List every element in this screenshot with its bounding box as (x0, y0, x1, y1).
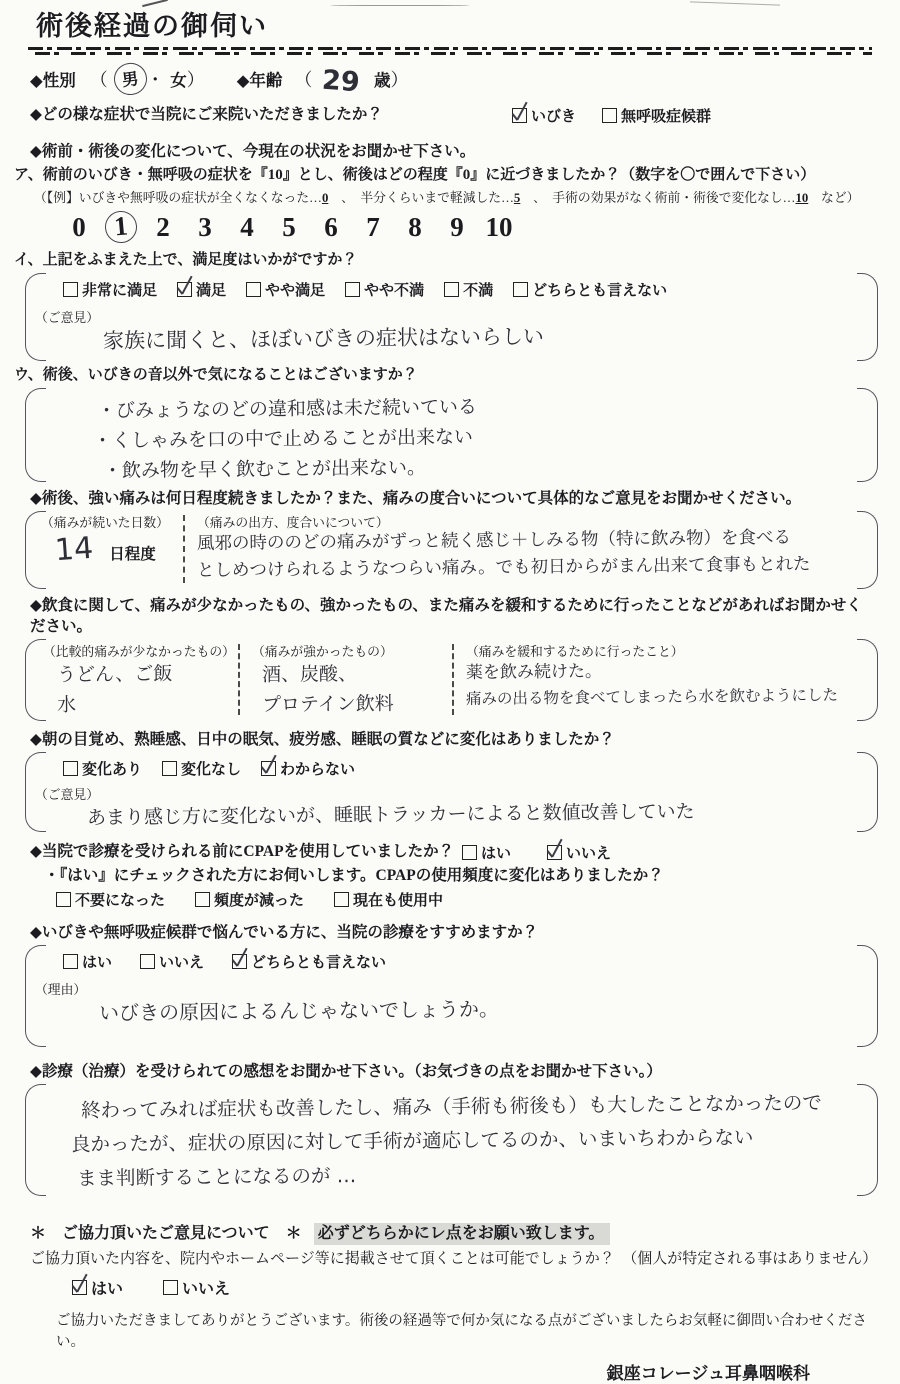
impression-line: まま判断することになるのが … (76, 1164, 357, 1190)
opinion-label: （ご意見） (35, 788, 99, 802)
no-longer-needed-label: 不要になった (75, 893, 166, 909)
checkbox-publish-yes[interactable] (72, 1276, 123, 1299)
recommend-no-box[interactable] (140, 954, 155, 969)
change-heading: ◆術前・術後の変化について、今現在の状況をお聞かせ下さい。 (30, 143, 476, 160)
recommend-neither-box[interactable] (232, 954, 247, 969)
somewhat-satisfied-label: やや満足 (265, 283, 326, 299)
concerns-answer-box (25, 388, 878, 482)
food-column-relief (452, 644, 844, 715)
impression-line: 良かったが、症状の原因に対して手術が適応してるのか、いまいちわからない (70, 1125, 754, 1156)
profile-row (30, 63, 874, 99)
scale-example-text: など） (808, 191, 860, 205)
impression-line: 終わってみれば症状も改善したし、痛み（手術も術後も）も大したことなかったので (80, 1091, 822, 1122)
sleep-answer-box (25, 752, 878, 832)
recommend-question: ◆いびきや無呼吸症候群で悩んでいる方に、当院の診療をすすめますか？ (30, 924, 539, 941)
checkbox-unknown[interactable] (261, 758, 355, 779)
sleep-comment-handwritten: あまり感じ方に変化ないが、睡眠トラッカーによると数値改善していた (86, 800, 695, 829)
dissatisfied-box[interactable] (444, 282, 459, 297)
checkbox-somewhat-satisfied[interactable] (246, 279, 325, 300)
concern-line: ・くしゃみを口の中で止めることが出来ない (92, 426, 474, 452)
pain-days-value-handwritten: 14 (53, 530, 95, 569)
paren: ） (390, 70, 415, 90)
title-divider (28, 47, 872, 55)
apnea-checkbox-box[interactable] (602, 108, 617, 123)
scale-number[interactable]: 8 (408, 212, 422, 242)
scale-example-ten: 10 (795, 191, 809, 205)
pain-days-unit: 日程度 (109, 546, 156, 563)
pain-detail-column (183, 515, 844, 583)
somewhat-satisfied-box[interactable] (246, 282, 261, 297)
recommend-options (63, 951, 844, 972)
checkbox-snoring[interactable] (512, 105, 576, 126)
pain-detail-line: としめつけられるようなつらい痛み。でも初日からがまん出来て食事もとれた (196, 554, 811, 581)
publish-no-label: いいえ (182, 1281, 231, 1298)
no-change-label: 変化なし (181, 762, 242, 778)
recommend-yes-box[interactable] (63, 954, 78, 969)
scale-number[interactable]: 5 (282, 212, 296, 242)
food-column-more-pain (238, 644, 452, 715)
feedback-consent-heading (30, 1220, 874, 1243)
cpap-question: ◆当院で診療を受けられる前にCPAPを使用していましたか？ (30, 843, 455, 860)
publish-question: ご協力頂いた内容を、院内やホームページ等に掲載させて頂くことは可能でしょうか？ （個人が特定される事はありません） (30, 1251, 878, 1267)
scale-number[interactable]: 9 (450, 212, 464, 242)
impression-answer-box (25, 1084, 878, 1196)
publish-yes-box[interactable] (72, 1280, 87, 1295)
concern-line: ・飲み物を早く飲むことが出来ない。 (102, 456, 427, 482)
recommend-neither-label: どちらとも言えない (251, 955, 387, 971)
still-using-label: 現在も使用中 (353, 893, 444, 909)
scale-example-text: （【例】いびきや無呼吸の症状が全くなくなった… (34, 191, 322, 205)
scale-number[interactable]: 0 (72, 212, 86, 242)
feedback-required-note: 必ずどちらかにレ点をお願い致します。 (314, 1223, 611, 1245)
food-relief-line: 薬を飲み続けた。 (465, 661, 603, 683)
food-answer-box (25, 639, 878, 721)
frequency-reduced-box[interactable] (195, 892, 210, 907)
pain-question: ◆術後、強い痛みは何日程度続きましたか？また、痛みの度合いについて具体的なご意見をお聞かせください。 (30, 490, 802, 507)
symptom-options (512, 105, 711, 126)
pain-detail-label: （痛みの出方、度合いについて） (197, 516, 389, 530)
neither-satisfied-box[interactable] (513, 282, 528, 297)
checkbox-still-using[interactable] (334, 889, 443, 910)
changed-label: 変化あり (82, 762, 143, 778)
clinic-name: 銀座コレージュ耳鼻咽喉科 (606, 1364, 810, 1383)
pain-answer-box (25, 511, 878, 589)
scale-number[interactable]: 7 (366, 212, 380, 242)
publish-yes-label: はい (91, 1281, 124, 1298)
age-label: ◆年齢 (236, 71, 283, 90)
checkbox-neither-satisfied[interactable] (513, 279, 667, 300)
food-more-pain-line: プロテイン飲料 (261, 692, 394, 716)
page-title: 術後経過の御伺い (36, 11, 268, 41)
symptom-question: ◆どの様な症状で当院にご来院いただきましたか？ (30, 106, 383, 123)
cpap-row (30, 841, 874, 863)
scan-artifact (330, 5, 470, 6)
gender-separator: ・ (146, 70, 171, 90)
still-using-box[interactable] (334, 892, 349, 907)
sleep-question: ◆朝の目覚め、熟睡感、日中の眠気、疲労感、睡眠の質などに変化はありましたか？ (30, 731, 615, 748)
checkbox-cpap-yes[interactable] (462, 842, 511, 863)
scale-number[interactable]: 2 (156, 212, 170, 242)
scale-number[interactable]: 1 (104, 210, 139, 245)
scale-number-row (58, 211, 900, 243)
scale-example (34, 187, 874, 206)
scale-question: ア、術前のいびき・無呼吸の症状を『10』とし、術後はどの程度『0』に近づきましたか？（数字を〇で囲んで下さい） (14, 167, 816, 183)
unknown-label: わからない (280, 762, 356, 778)
scale-example-text: 、 手術の効果がなく術前・術後で変化なし… (520, 191, 796, 205)
satisfaction-comment-handwritten: 家族に聞くと、ほぼいびきの症状はないらしい (102, 324, 545, 353)
neither-satisfied-label: どちらとも言えない (532, 283, 668, 299)
checkbox-satisfied[interactable] (177, 279, 226, 300)
opinion-label: （ご意見） (35, 311, 99, 325)
scan-artifact (142, 0, 168, 7)
cpap-no-label: いいえ (566, 846, 612, 862)
pain-detail-line: 風邪の時ののどの痛みがずっと続く感じ＋しみる物（特に飲み物）を食べる (196, 527, 792, 554)
unknown-box[interactable] (261, 761, 276, 776)
scale-number[interactable]: 4 (240, 212, 254, 242)
checkbox-recommend-yes[interactable] (63, 951, 112, 972)
cpap-yes-box[interactable] (462, 845, 477, 860)
checkbox-publish-no[interactable] (163, 1276, 230, 1299)
scale-number[interactable]: 10 (485, 212, 513, 242)
pain-days-label: （痛みが続いた日数） (41, 516, 169, 530)
scale-example-zero: 0 (321, 191, 329, 205)
checkbox-recommend-no[interactable] (140, 951, 204, 972)
reason-label: （理由） (35, 983, 87, 997)
changed-box[interactable] (63, 761, 78, 776)
checkbox-no-change[interactable] (162, 758, 241, 779)
cpap-followup-options (56, 889, 874, 910)
cpap-yes-label: はい (481, 846, 512, 862)
very-satisfied-box[interactable] (63, 282, 78, 297)
recommend-yes-label: はい (82, 955, 113, 971)
food-question: ◆飲食に関して、痛みが少なかったもの、強かったもの、また痛みを緩和するために行ったことなどがあればお聞かせください。 (30, 597, 862, 635)
no-change-box[interactable] (162, 761, 177, 776)
concerns-question: ウ、術後、いびきの音以外で気になることはございますか？ (14, 367, 418, 383)
food-relief-label: （痛みを緩和するために行ったこと） (466, 645, 684, 659)
recommend-answer-box (25, 945, 878, 1047)
dissatisfied-label: 不満 (463, 283, 494, 299)
somewhat-dissatisfied-label: やや不満 (364, 283, 425, 299)
satisfaction-answer-box (25, 273, 878, 361)
checkbox-apnea[interactable] (602, 105, 711, 126)
pain-days-column (41, 515, 183, 583)
snoring-checkbox-box[interactable] (512, 108, 527, 123)
somewhat-dissatisfied-box[interactable] (345, 282, 360, 297)
food-less-pain-label: （比較的痛みが少なかったもの） (43, 645, 235, 659)
checkbox-recommend-neither[interactable] (232, 951, 386, 972)
age-unit: 歳 (373, 71, 391, 90)
food-relief-line: 痛みの出る物を食べてしまったら水を飲むようにした (465, 686, 839, 708)
checkbox-somewhat-dissatisfied[interactable] (345, 279, 424, 300)
gender-label: ◆性別 (30, 71, 76, 90)
symptom-row (30, 104, 874, 128)
satisfaction-options (63, 279, 844, 300)
food-column-less-pain (43, 644, 238, 715)
checkbox-frequency-reduced[interactable] (195, 889, 304, 910)
food-less-pain-line: 水 (56, 693, 77, 716)
checkbox-very-satisfied[interactable] (63, 279, 157, 300)
recommend-reason-handwritten: いびきの原因によるんじゃないでしょうか。 (98, 996, 500, 1025)
satisfied-label: 満足 (196, 283, 227, 299)
food-less-pain-line: うどん、ご飯 (56, 662, 173, 686)
snoring-label: いびき (531, 109, 577, 125)
food-more-pain-label: （痛みが強かったもの） (252, 645, 393, 659)
checkbox-cpap-no[interactable] (547, 842, 611, 863)
scale-number[interactable]: 3 (198, 212, 212, 242)
satisfaction-question: イ、上記をふまえた上で、満足度はいかがですか？ (14, 252, 358, 268)
recommend-no-label: いいえ (159, 955, 205, 971)
frequency-reduced-label: 頻度が減った (214, 893, 305, 909)
satisfied-box[interactable] (177, 282, 192, 297)
impression-question: ◆診療（治療）を受けられての感想をお聞かせ下さい。（お気づきの点をお聞かせ下さい。） (30, 1063, 662, 1080)
checkbox-no-longer-needed[interactable] (56, 889, 165, 910)
scale-number[interactable]: 6 (324, 212, 338, 242)
cpap-no-box[interactable] (547, 845, 562, 860)
cpap-options (462, 842, 611, 863)
gender-female: 女 (170, 71, 187, 90)
scale-example-text: 、 半分くらいまで軽減した… (328, 191, 514, 205)
publish-no-box[interactable] (163, 1280, 178, 1295)
publish-options (72, 1276, 874, 1299)
very-satisfied-label: 非常に満足 (82, 283, 158, 299)
sleep-options (63, 758, 844, 779)
gender-male-circled: 男 (112, 61, 148, 97)
paren: （ (294, 70, 319, 90)
thanks-note: ご協力いただきましてありがとうございます。術後の経過等で何か気になる点がございましたらお気軽に御問い合わせください。 (56, 1313, 867, 1350)
scan-artifact (690, 1, 780, 5)
paren: （ (89, 70, 114, 90)
checkbox-dissatisfied[interactable] (444, 279, 493, 300)
scale-example-five: 5 (513, 191, 521, 205)
apnea-label: 無呼吸症候群 (621, 109, 712, 125)
no-longer-needed-box[interactable] (56, 892, 71, 907)
checkbox-changed[interactable] (63, 758, 142, 779)
concern-line: ・びみょうなのどの違和感は未だ続いている (96, 396, 478, 422)
feedback-prefix: ＊ ご協力頂いたご意見について ＊ (30, 1225, 302, 1242)
age-value-handwritten: 29 (321, 64, 362, 99)
food-more-pain-line: 酒、炭酸、 (261, 663, 358, 686)
paren: ） (186, 70, 211, 90)
cpap-followup-question: ・『はい』にチェックされた方にお伺いします。CPAPの使用頻度に変化はありましたか？ (44, 867, 664, 884)
